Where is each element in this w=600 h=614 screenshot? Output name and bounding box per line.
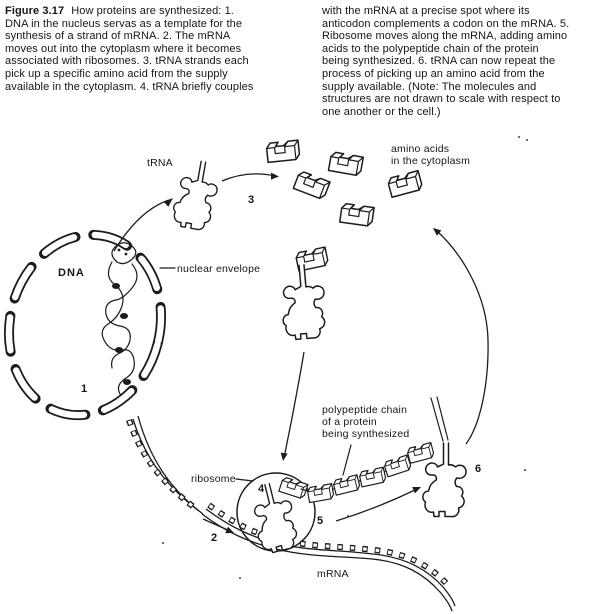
- arrowhead: [164, 198, 173, 207]
- caption-text: How proteins are synthesized: 1.: [71, 5, 234, 17]
- arrow-mrna-out: [203, 519, 230, 531]
- caption-left-column: [5, 5, 317, 93]
- nuclear-envelope-label: nuclear envelope: [177, 263, 261, 275]
- caption-line: [5, 81, 317, 94]
- amino-acids-label: amino acids: [391, 143, 450, 155]
- step-number-2: 2: [211, 532, 218, 544]
- polypeptide-label: polypeptide chain: [322, 404, 408, 416]
- polypeptide-label: of a protein: [322, 416, 377, 428]
- trna-with-amino-acid: [278, 263, 327, 340]
- arrow-trna-to-aminoacids: [222, 174, 275, 181]
- figure-number: Figure 3.17: [5, 5, 65, 17]
- caption-line: [322, 106, 600, 119]
- caption-text: associated with ribosomes. 3. tRNA strands each: [5, 55, 249, 68]
- caption-line: [5, 55, 317, 68]
- caption-line: [5, 68, 317, 81]
- polypeptide-label: being synthesized: [322, 428, 410, 440]
- caption-text: synthesis of a strand of mRNA. 2. The mRNA: [5, 30, 231, 43]
- caption-right-column: [322, 5, 600, 118]
- step-number-1: 1: [81, 383, 88, 395]
- caption-line: [5, 30, 317, 43]
- caption-text: pick up a specific amino acid from the supply: [5, 67, 228, 80]
- caption-text: available in the cytoplasm. 4. tRNA briefly couples: [5, 80, 254, 93]
- step-number-4: 4: [258, 483, 265, 495]
- trna-label: tRNA: [147, 157, 173, 169]
- caption-line: [5, 18, 317, 31]
- caption-line: [322, 5, 600, 18]
- caption-text: Ribosome moves along the mRNA, adding amino: [322, 30, 568, 43]
- step-number-3: 3: [248, 194, 255, 206]
- step-number-6: 6: [475, 463, 482, 475]
- caption-text: anticodon complements a codon on the mRNA. 5.: [322, 17, 570, 30]
- caption-line: [322, 93, 600, 106]
- trna-molecule: [171, 158, 222, 232]
- mrna-exit-strand: [129, 416, 203, 514]
- specks: [162, 136, 528, 579]
- caption-line: [322, 43, 600, 56]
- caption-line: [322, 30, 600, 43]
- dna-label: DNA: [58, 267, 85, 279]
- caption-line: [322, 81, 600, 94]
- caption-text: moves out into the cytoplasm where it becomes: [5, 42, 242, 55]
- caption-text: supply available. (Note: The molecules and: [322, 80, 537, 93]
- nuclear-envelope: [0, 219, 180, 432]
- dna-helix: [102, 243, 137, 394]
- pointer-polypeptide: [343, 445, 351, 475]
- caption-line: [5, 43, 317, 56]
- caption-line: [322, 68, 600, 81]
- caption-text: DNA in the nucleus servas as a template for the: [5, 17, 243, 30]
- caption-text: process of picking up an amino acid from the: [322, 67, 545, 80]
- polypeptide-chain: [301, 443, 435, 503]
- caption-line: [322, 55, 600, 68]
- caption-text: being synthesized. 6. tRNA can now repeat the: [322, 55, 556, 68]
- arrow-trna-to-ribosome: [284, 352, 304, 458]
- caption-text: acids to the polypeptide chain of the protein: [322, 42, 539, 55]
- amino-acids-label: in the cytoplasm: [391, 155, 471, 167]
- arrowhead: [271, 173, 279, 180]
- caption-text: one another or the cell.): [322, 105, 441, 118]
- arrow-recycle-arc: [437, 231, 488, 444]
- caption-text: structures are not drawn to scale with respect to: [322, 93, 561, 106]
- step-number-5: 5: [317, 515, 324, 527]
- caption-line: [5, 5, 317, 18]
- pointer-ribosome: [236, 479, 253, 481]
- caption-line: [322, 18, 600, 31]
- mrna-label: mRNA: [317, 568, 349, 580]
- caption-text: with the mRNA at a precise spot where its: [322, 5, 530, 17]
- ribosome-label: ribosome: [191, 473, 236, 485]
- arrowhead: [281, 453, 288, 461]
